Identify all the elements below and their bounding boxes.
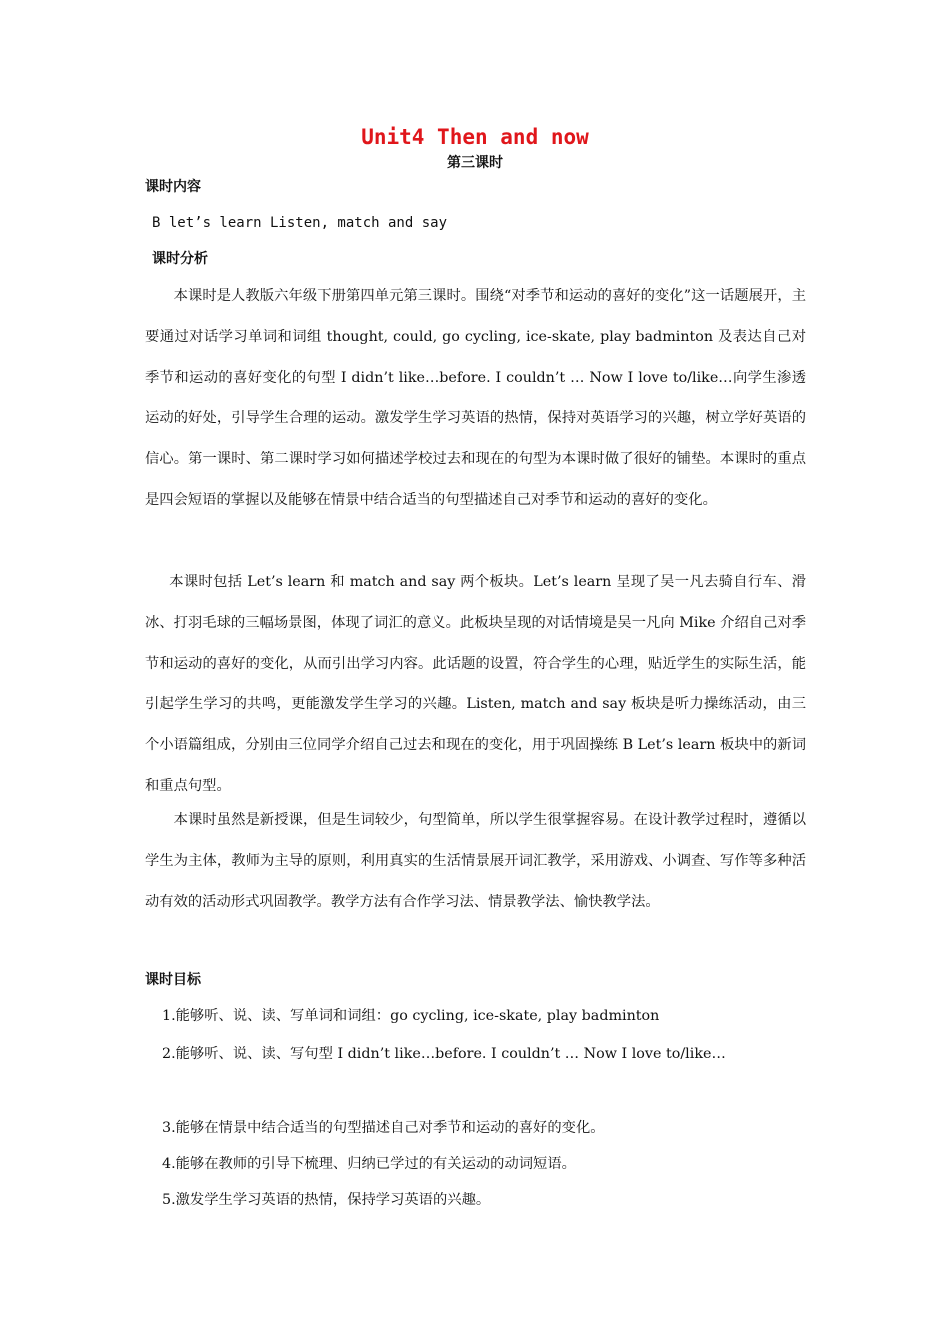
content-text: B let’s learn Listen, match and say xyxy=(152,215,448,231)
goal-item-3: 3.能够在情景中结合适当的句型描述自己对季节和运动的喜好的变化。 xyxy=(162,1120,605,1136)
document-title: Unit4 Then and now xyxy=(361,125,589,149)
analysis-paragraph-1: 本课时是人教版六年级下册第四单元第三课时。围绕“对季节和运动的喜好的变化”这一话题展开，主要通过对话学习单词和词组 thought, could, go cycling, ice-skate, play badminton 及表达自己对季节和运动的喜好变化的句型 I didn’t like…before. I couldn’t … Now I love to/like…向学生渗透运动的好处，引导学生合理的运动。激发学生学习英语的热情，保持对英语学习的兴趣，树立学好英语的信心。第一课时、第二课时学习如何描述学校过去和现在的句型为本课时做了很好的铺垫。本课时的重点是四会短语的掌握以及能够在情景中结合适当的句型描述自己对季节和运动的喜好的变化。 xyxy=(145,288,806,508)
analysis-paragraph-3: 本课时虽然是新授课，但是生词较少，句型简单，所以学生很掌握容易。在设计教学过程时，遵循以学生为主体，教师为主导的原则，利用真实的生活情景展开词汇教学，采用游戏、小调查、写作等多种活动有效的活动形式巩固教学。教学方法有合作学习法、情景教学法、愉快教学法。 xyxy=(145,812,806,910)
goal-item-2: 2.能够听、说、读、写句型 I didn’t like…before. I couldn’t … Now I love to/like… xyxy=(162,1046,726,1062)
document-subtitle: 第三课时 xyxy=(447,155,503,171)
content-heading: 课时内容 xyxy=(145,179,201,195)
goal-item-5: 5.激发学生学习英语的热情，保持学习英语的兴趣。 xyxy=(162,1192,491,1208)
goal-item-1: 1.能够听、说、读、写单词和词组：go cycling, ice-skate, play badminton xyxy=(162,1008,660,1024)
analysis-heading: 课时分析 xyxy=(152,251,208,267)
goals-heading: 课时目标 xyxy=(145,972,201,988)
goal-item-4: 4.能够在教师的引导下梳理、归纳已学过的有关运动的动词短语。 xyxy=(162,1156,576,1172)
analysis-paragraph-2: 本课时包括 Let’s learn 和 match and say 两个板块。Let’s learn 呈现了吴一凡去骑自行车、滑冰、打羽毛球的三幅场景图，体现了词汇的意义。此板块呈现的对话情境是吴一凡向 Mike 介绍自己对季节和运动的喜好的变化，从而引出学习内容。此话题的设置，符合学生的心理，贴近学生的实际生活，能引起学生学习的共鸣，更能激发学生学习的兴趣。Listen, match and say 板块是听力操练活动，由三个小语篇组成，分别由三位同学介绍自己过去和现在的变化，用于巩固操练 B Let’s learn 板块中的新词和重点句型。 xyxy=(145,574,806,794)
